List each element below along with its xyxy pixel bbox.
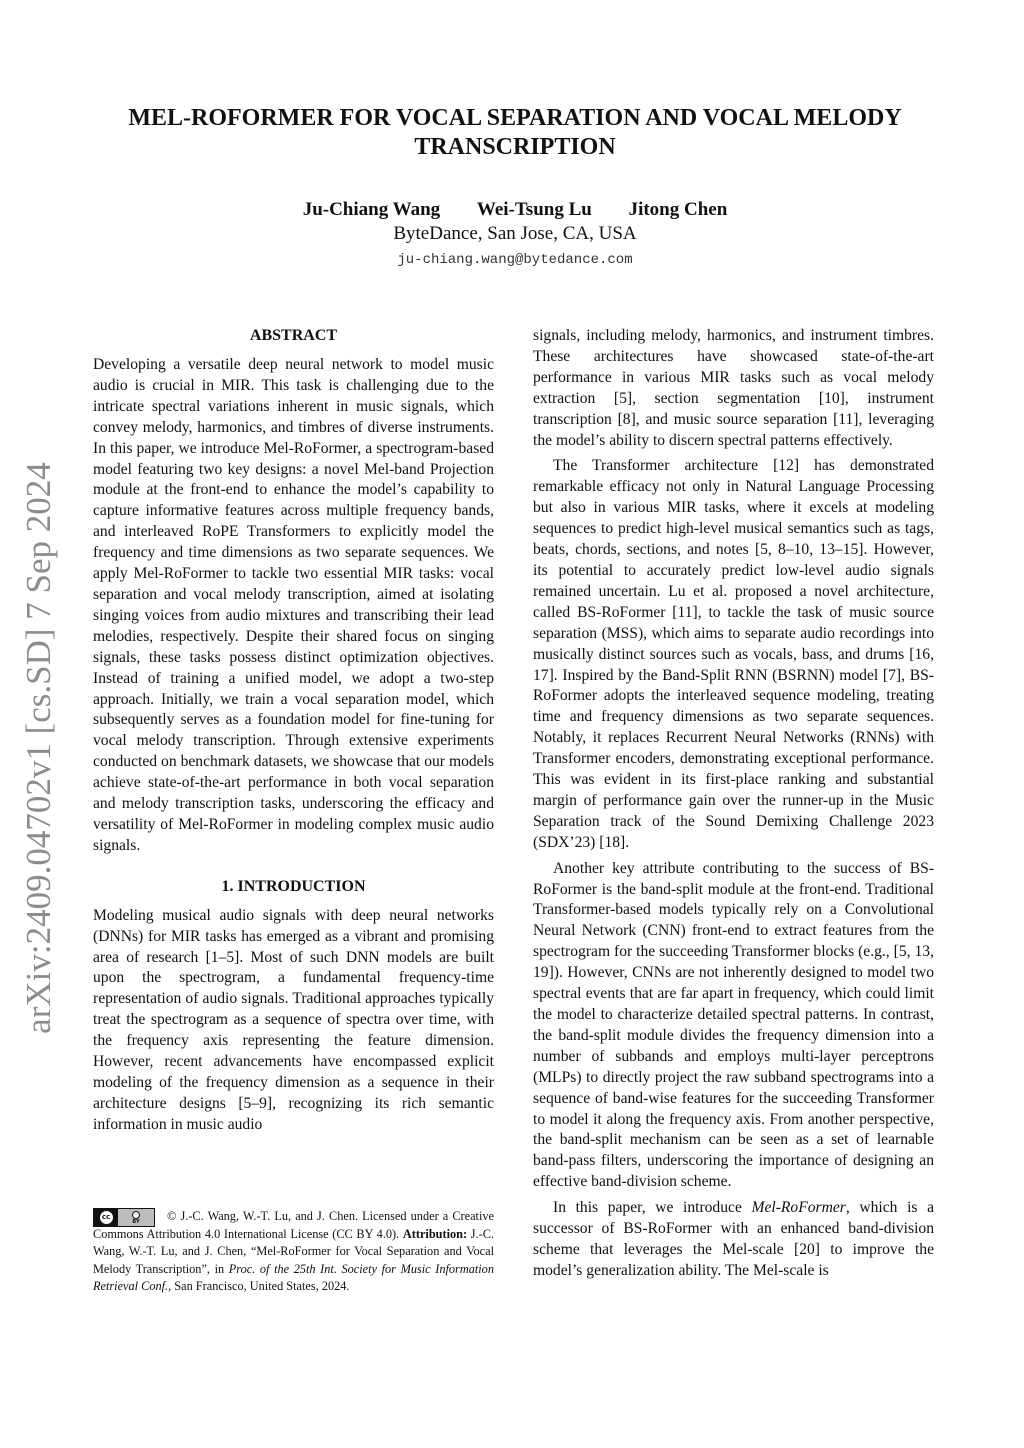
- author-list: [100, 199, 930, 221]
- attribution-label: Attribution:: [402, 1226, 468, 1241]
- author-email: ju-chiang.wang@bytedance.com: [397, 252, 633, 268]
- left-column: [93, 326, 494, 1136]
- author-name: Jitong Chen: [628, 199, 728, 220]
- by-label: BY: [132, 1218, 140, 1225]
- intro-paragraph-1-continued: signals, including melody, harmonics, and instrument timbres. These architectures have showcased state-of-the-art performance in various MIR tasks such as vocal melody extraction [5], section segmentation [10], instrument transcription [8], and music source separation [11], leveraging the model’s ability to discern spectral patterns effectively.: [533, 327, 934, 449]
- venue-name: Proc. of the 25th Int. Society for Music Information Retrieval Conf.: [93, 1261, 494, 1294]
- license-footnote: [93, 1208, 494, 1296]
- intro-paragraph-4: [533, 1198, 934, 1282]
- intro-p4-end: , which is a successor of BS-RoFormer with an enhanced band-division scheme that leverages the Mel-scale [20] to improve the model’s generalization ability. The Mel-scale is: [533, 1199, 934, 1279]
- introduction-heading: 1. INTRODUCTION: [221, 877, 366, 895]
- right-column: [533, 326, 934, 1282]
- arxiv-identifier: arXiv:2409.04702v1 [cs.SD] 7 Sep 2024: [19, 462, 58, 1034]
- person-icon: [132, 1211, 140, 1219]
- cc-by-license-icon: [93, 1208, 155, 1227]
- author-name: Ju-Chiang Wang: [302, 199, 441, 220]
- abstract-text: Developing a versatile deep neural network to model music audio is crucial in MIR. This task is challenging due to the intricate spectral variations inherent in music signals, which convey melody, harmonics, and timbres of diverse instruments. In this paper, we introduce Mel-RoFormer, a spectrogram-based model featuring two key designs: a novel Mel-band Projection module at the front-end to enhance the model’s capability to capture informative features across multiple frequency bands, and interleaved RoPE Transformers to explicitly model the frequency and time dimensions as two separate sequences. We apply Mel-RoFormer to tackle two essential MIR tasks: vocal separation and vocal melody transcription, aimed at isolating singing voices from audio mixtures and transcribing their lead melodies, respectively. Despite their shared focus on singing signals, these tasks possess distinct optimization objectives. Instead of training a unified model, we adopt a two-step approach. Initially, we train a vocal separation model, which subsequently serves as a foundation model for fine-tuning for vocal melody transcription. Through extensive experiments conducted on benchmark datasets, we showcase that our models achieve state-of-the-art performance in both vocal separation and melody transcription tasks, underscoring the efficacy and versatility of Mel-RoFormer in modeling complex music audio signals.: [93, 356, 494, 854]
- intro-paragraph-3: Another key attribute contributing to the success of BS-RoFormer is the band-split module at the front-end. Traditional Transformer-based models typically rely on a Convolutional Neural Network (CNN) front-end to extract features from the spectrogram for the succeeding Transformer blocks (e.g., [5, 13, 19]). However, CNNs are not inherently designed to model two spectral events that are far apart in frequency, which could limit the model to characterize detailed spectral patterns. In contrast, the band-split module divides the frequency dimension into a number of subbands and employs multi-layer perceptrons (MLPs) to directly project the raw subband spectrograms into a sequence of band-wise features for the succeeding Transformer to model it along the frequency axis. From another perspective, the band-split mechanism can be seen as a set of learnable band-pass filters, underscoring the importance of designing an effective band-division scheme.: [533, 859, 934, 1191]
- attribution-text: J.-C. Wang, W.-T. Lu, and J. Chen, “Mel-RoFormer for Vocal Separation and Vocal Melody Transcription”, in: [93, 1226, 494, 1276]
- model-name: Mel-RoFormer: [751, 1199, 846, 1217]
- title-line-2: TRANSCRIPTION: [414, 134, 616, 160]
- venue-location: , San Francisco, United States, 2024.: [168, 1279, 350, 1294]
- paper-title: [100, 104, 930, 162]
- intro-paragraph-1: Modeling musical audio signals with deep neural networks (DNNs) for MIR tasks has emerged as a vibrant and promising area of research [1–5]. Most of such DNN models are built upon the spectrogram, a fundamental frequency-time representation of audio signals. Traditional approaches typically treat the spectrogram as a sequence of spectra over time, with the frequency axis representing the feature dimension. However, recent advancements have encompassed explicit modeling of the frequency dimension as a sequence in their architecture designs [5–9], recognizing its rich semantic information in music audio: [93, 906, 494, 1133]
- author-name: Wei-Tsung Lu: [476, 199, 592, 220]
- affiliation: ByteDance, San Jose, CA, USA: [393, 223, 637, 244]
- abstract-heading: ABSTRACT: [249, 327, 338, 344]
- intro-paragraph-2: The Transformer architecture [12] has demonstrated remarkable efficacy not only in Natural Language Processing but also in various MIR tasks, where it excels at modeling sequences to predict high-level musical semantics such as tags, beats, chords, sections, and notes [5, 8–10, 13–15]. However, its potential to accurately predict low-level audio signals remained uncertain. Lu et al. proposed a novel architecture, called BS-RoFormer [11], to tackle the task of music source separation (MSS), which aims to separate audio recordings into musically distinct sources such as vocals, bass, and drums [16, 17]. Inspired by the Band-Split RNN (BSRNN) model [7], BS-RoFormer adopts the interleaved sequence modeling, treating time and frequency dimensions as two separate sequences. Notably, it replaces Recurrent Neural Networks (RNNs) with Transformer encoders, demonstrating exceptional performance. This was evident in its first-place ranking and substantial margin of performance gain over the runner-up in the Music Separation track of the Sound Demixing Challenge 2023 (SDX’23) [18].: [533, 457, 934, 851]
- license-copyright: © J.-C. Wang, W.-T. Lu, and J. Chen. Licensed under a Creative Commons Attribution 4.0 International License (CC BY 4.0).: [93, 1209, 494, 1241]
- cc-logo: cc: [100, 1211, 113, 1224]
- intro-p4-start: In this paper, we introduce: [553, 1199, 752, 1217]
- title-line-1: MEL-ROFORMER FOR VOCAL SEPARATION AND VOCAL MELODY: [128, 105, 902, 131]
